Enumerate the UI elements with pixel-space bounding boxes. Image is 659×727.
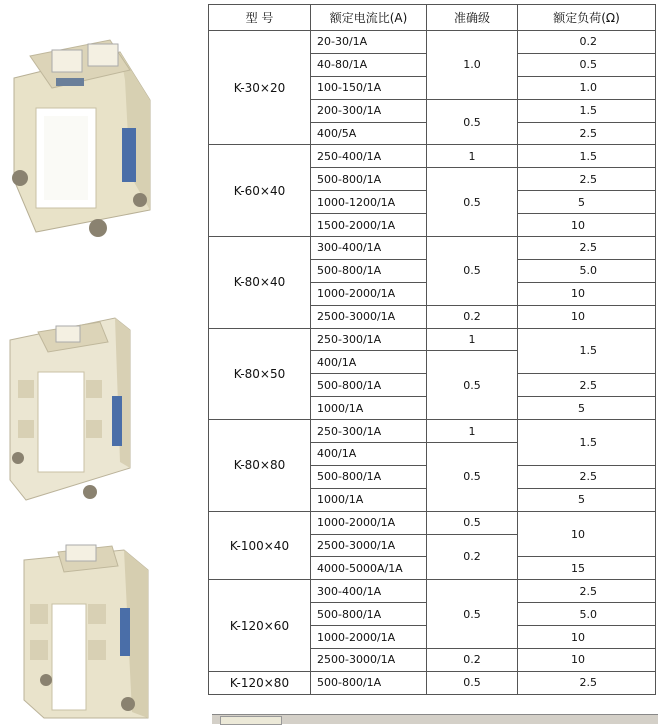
accuracy-cell: 0.5 xyxy=(427,443,518,512)
header-row xyxy=(209,5,656,31)
accuracy-cell: 0.2 xyxy=(427,534,518,580)
ratio-cell: 1000-1200/1A xyxy=(311,191,427,214)
ratio-cell: 500-800/1A xyxy=(311,374,427,397)
ratio-cell: 400/1A xyxy=(311,351,427,374)
model-cell: K-120×80 xyxy=(209,671,311,694)
table-body xyxy=(209,31,656,695)
ratio-cell: 400/1A xyxy=(311,443,427,466)
ratio-cell: 200-300/1A xyxy=(311,99,427,122)
ratio-cell: 250-300/1A xyxy=(311,420,427,443)
load-cell: 1.0 xyxy=(518,76,656,99)
load-cell: 2.5 xyxy=(518,122,656,145)
ratio-cell: 2500-3000/1A xyxy=(311,649,427,672)
scrollbar-thumb[interactable] xyxy=(220,716,282,725)
load-cell: 1.5 xyxy=(518,99,656,122)
accuracy-cell: 0.5 xyxy=(427,351,518,420)
ratio-cell: 500-800/1A xyxy=(311,671,427,694)
accuracy-cell: 1 xyxy=(427,145,518,168)
ratio-cell: 1000-2000/1A xyxy=(311,511,427,534)
header-model: 型 号 xyxy=(209,5,311,31)
accuracy-cell: 0.5 xyxy=(427,511,518,534)
load-cell: 10 xyxy=(518,649,656,672)
specification-table xyxy=(208,4,656,695)
load-cell: 10 xyxy=(518,626,656,649)
ratio-cell: 2500-3000/1A xyxy=(311,534,427,557)
load-cell: 10 xyxy=(518,511,656,557)
model-cell: K-80×40 xyxy=(209,237,311,329)
ratio-cell: 40-80/1A xyxy=(311,53,427,76)
load-cell: 5 xyxy=(518,191,656,214)
load-cell: 10 xyxy=(518,214,656,237)
model-cell: K-30×20 xyxy=(209,31,311,145)
accuracy-cell: 0.2 xyxy=(427,305,518,328)
ratio-cell: 500-800/1A xyxy=(311,259,427,282)
ratio-cell: 20-30/1A xyxy=(311,31,427,54)
load-cell: 15 xyxy=(518,557,656,580)
ratio-cell: 1000-2000/1A xyxy=(311,282,427,305)
accuracy-cell: 0.5 xyxy=(427,237,518,306)
transformer-photo-medium xyxy=(10,318,130,500)
ratio-cell: 2500-3000/1A xyxy=(311,305,427,328)
load-cell: 0.5 xyxy=(518,53,656,76)
ratio-cell: 1000/1A xyxy=(311,397,427,420)
load-cell: 5 xyxy=(518,488,656,511)
header-ratio: 额定电流比(A) xyxy=(311,5,427,31)
load-cell: 2.5 xyxy=(518,671,656,694)
accuracy-cell: 0.5 xyxy=(427,168,518,237)
accuracy-cell: 1.0 xyxy=(427,31,518,100)
table-row xyxy=(209,237,656,260)
ratio-cell: 1000-2000/1A xyxy=(311,626,427,649)
header-accuracy: 准确级 xyxy=(427,5,518,31)
load-cell: 1.5 xyxy=(518,145,656,168)
ratio-cell: 300-400/1A xyxy=(311,237,427,260)
model-cell: K-120×60 xyxy=(209,580,311,672)
ratio-cell: 250-400/1A xyxy=(311,145,427,168)
load-cell: 5.0 xyxy=(518,259,656,282)
table-row xyxy=(209,328,656,351)
model-cell: K-60×40 xyxy=(209,145,311,237)
ratio-cell: 100-150/1A xyxy=(311,76,427,99)
load-cell: 2.5 xyxy=(518,580,656,603)
transformer-photo-small xyxy=(12,40,150,237)
load-cell: 1.5 xyxy=(518,420,656,466)
ratio-cell: 4000-5000A/1A xyxy=(311,557,427,580)
model-cell: K-80×50 xyxy=(209,328,311,420)
model-cell: K-80×80 xyxy=(209,420,311,512)
ratio-cell: 500-800/1A xyxy=(311,168,427,191)
load-cell: 2.5 xyxy=(518,237,656,260)
load-cell: 10 xyxy=(518,305,656,328)
accuracy-cell: 1 xyxy=(427,420,518,443)
product-photos xyxy=(0,0,205,723)
load-cell: 1.5 xyxy=(518,328,656,374)
load-cell: 0.2 xyxy=(518,31,656,54)
accuracy-cell: 0.5 xyxy=(427,671,518,694)
table-row xyxy=(209,580,656,603)
ratio-cell: 250-300/1A xyxy=(311,328,427,351)
current-transformer-illustrations xyxy=(0,0,205,723)
table-row xyxy=(209,31,656,54)
table-row xyxy=(209,145,656,168)
load-cell: 2.5 xyxy=(518,374,656,397)
ratio-cell: 1500-2000/1A xyxy=(311,214,427,237)
transformer-photo-large xyxy=(24,545,148,718)
ratio-cell: 400/5A xyxy=(311,122,427,145)
table-row xyxy=(209,671,656,694)
ratio-cell: 500-800/1A xyxy=(311,603,427,626)
model-cell: K-100×40 xyxy=(209,511,311,580)
load-cell: 10 xyxy=(518,282,656,305)
load-cell: 5 xyxy=(518,397,656,420)
table-row xyxy=(209,420,656,443)
header-load: 额定负荷(Ω) xyxy=(518,5,656,31)
load-cell: 2.5 xyxy=(518,168,656,191)
ratio-cell: 1000/1A xyxy=(311,488,427,511)
load-cell: 5.0 xyxy=(518,603,656,626)
accuracy-cell: 0.2 xyxy=(427,649,518,672)
ratio-cell: 300-400/1A xyxy=(311,580,427,603)
ratio-cell: 500-800/1A xyxy=(311,465,427,488)
accuracy-cell: 0.5 xyxy=(427,580,518,649)
accuracy-cell: 0.5 xyxy=(427,99,518,145)
load-cell: 2.5 xyxy=(518,465,656,488)
table-row xyxy=(209,511,656,534)
accuracy-cell: 1 xyxy=(427,328,518,351)
